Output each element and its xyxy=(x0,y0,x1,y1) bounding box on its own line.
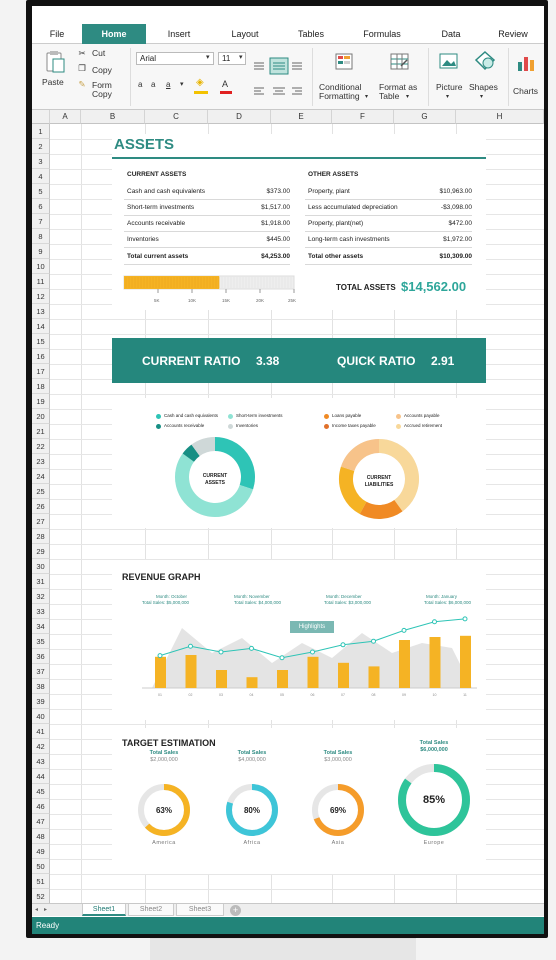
legend-dot xyxy=(324,414,329,419)
tab-file[interactable]: File xyxy=(49,29,65,39)
annotation-month: Month: October xyxy=(156,594,188,599)
row-header-43[interactable]: 43 xyxy=(32,754,50,769)
tab-layout[interactable]: Layout xyxy=(231,29,259,39)
row-header-23[interactable]: 23 xyxy=(32,454,50,469)
font-color-icon[interactable]: A xyxy=(222,79,229,89)
revenue-point xyxy=(219,650,223,654)
liab-legend-item: Accrued retirement xyxy=(404,423,443,428)
row-separator xyxy=(305,231,472,232)
paste-icon[interactable] xyxy=(44,50,66,74)
assets-legend-item: Accounts receivable xyxy=(164,423,205,428)
target-sales-label: Total Sales xyxy=(149,750,179,756)
grid-row-line xyxy=(50,319,544,320)
row-header-25[interactable]: 25 xyxy=(32,484,50,499)
spreadsheet-window xyxy=(32,6,544,934)
target-percent: 63% xyxy=(155,806,172,815)
scroll-left-icon[interactable]: ◂ xyxy=(35,907,39,913)
row-header-21[interactable]: 21 xyxy=(32,424,50,439)
row-header-24[interactable]: 24 xyxy=(32,469,50,484)
liab-legend-item: Loans payable xyxy=(332,413,362,418)
row-header-39[interactable]: 39 xyxy=(32,694,50,709)
row-separator xyxy=(305,199,472,200)
conditional-formatting-label-1[interactable]: Conditional xyxy=(319,82,362,92)
x-tick-label: 06 xyxy=(310,693,315,697)
target-sales-amount: $4,000,000 xyxy=(238,757,266,763)
revenue-point xyxy=(372,639,376,643)
column-header-a[interactable]: A xyxy=(50,110,81,124)
row-header-18[interactable]: 18 xyxy=(32,379,50,394)
row-header-1[interactable]: 1 xyxy=(32,124,50,139)
row-header-15[interactable]: 15 xyxy=(32,334,50,349)
format-as-table-icon[interactable] xyxy=(389,52,411,72)
other-asset-value: -$3,098.00 xyxy=(440,204,472,211)
column-header-h[interactable]: H xyxy=(456,110,544,124)
chevron-down-icon: ▾ xyxy=(206,54,210,61)
legend-dot xyxy=(396,414,401,419)
current-total-label: Total current assets xyxy=(127,253,189,260)
row-header-46[interactable]: 46 xyxy=(32,799,50,814)
target-region: Asia xyxy=(331,840,345,846)
x-tick-label: 08 xyxy=(371,693,376,697)
row-header-40[interactable]: 40 xyxy=(32,709,50,724)
row-header-52[interactable]: 52 xyxy=(32,889,50,904)
row-header-48[interactable]: 48 xyxy=(32,829,50,844)
form-copy-label-1[interactable]: Form xyxy=(92,80,112,90)
donut-center-label: CURRENT xyxy=(202,473,228,479)
annotation-sales: Total Sales: $5,000,000 xyxy=(142,600,190,605)
quick-ratio-label: QUICK RATIO xyxy=(337,354,416,368)
column-header-d[interactable]: D xyxy=(208,110,271,124)
paste-button[interactable]: Paste xyxy=(42,77,64,87)
revenue-panel xyxy=(112,560,486,720)
current-asset-label: Short-term investments xyxy=(127,204,195,211)
row-header-12[interactable]: 12 xyxy=(32,289,50,304)
other-asset-label: Property, plant(net) xyxy=(308,220,364,227)
row-header-8[interactable]: 8 xyxy=(32,229,50,244)
grid-row-line xyxy=(50,724,544,725)
ribbon-tabs xyxy=(32,24,544,44)
donut-slice xyxy=(348,446,379,469)
revenue-bar xyxy=(247,677,258,688)
row-header-13[interactable]: 13 xyxy=(32,304,50,319)
revenue-point xyxy=(158,654,162,658)
total-assets-value: $14,562.00 xyxy=(401,279,467,294)
other-asset-label: Property, plant xyxy=(308,188,350,195)
fill-color-icon[interactable]: ◈ xyxy=(196,77,204,88)
other-asset-value: $10,963.00 xyxy=(439,188,472,195)
assets-legend-item: Inventories xyxy=(236,423,259,428)
picture-icon[interactable] xyxy=(438,52,460,72)
legend-dot xyxy=(156,424,161,429)
format-as-table-label-1[interactable]: Format as xyxy=(379,82,418,92)
row-header-35[interactable]: 35 xyxy=(32,634,50,649)
tab-insert[interactable]: Insert xyxy=(167,29,191,39)
current-total-value: $4,253.00 xyxy=(261,253,290,260)
spreadsheet-grid[interactable] xyxy=(32,110,544,903)
conditional-formatting-icon[interactable] xyxy=(334,52,356,72)
x-tick-label: 02 xyxy=(188,693,193,697)
bar-tick-label: 15K xyxy=(222,298,231,303)
annotation-month: Month: November xyxy=(234,594,270,599)
x-tick-label: 01 xyxy=(158,693,162,697)
grid-row-line xyxy=(50,889,544,890)
shapes-icon[interactable] xyxy=(474,50,496,72)
revenue-point xyxy=(402,628,406,632)
sheet-tab-2[interactable]: Sheet2 xyxy=(128,904,174,916)
current-ratio-label: CURRENT RATIO xyxy=(142,354,241,368)
grid-row-line xyxy=(50,874,544,875)
donut-center-label: LIABILITIES xyxy=(364,482,394,488)
target-percent: 85% xyxy=(422,794,446,806)
current-asset-value: $445.00 xyxy=(266,236,290,243)
column-header-e[interactable]: E xyxy=(271,110,332,124)
tab-data[interactable]: Data xyxy=(441,29,461,39)
chevron-down-icon: ▾ xyxy=(239,54,243,61)
target-region: Europe xyxy=(423,840,445,846)
revenue-bar xyxy=(216,670,227,688)
row-header-3[interactable]: 3 xyxy=(32,154,50,169)
row-separator xyxy=(124,231,290,232)
row-header-22[interactable]: 22 xyxy=(32,439,50,454)
copy-button[interactable]: Copy xyxy=(92,65,112,75)
row-header-49[interactable]: 49 xyxy=(32,844,50,859)
current-asset-label: Inventories xyxy=(127,236,159,243)
ratio-banner xyxy=(112,338,486,383)
current-asset-label: Cash and cash equivalents xyxy=(127,188,206,195)
row-header-6[interactable]: 6 xyxy=(32,199,50,214)
row-header-26[interactable]: 26 xyxy=(32,499,50,514)
row-header-17[interactable]: 17 xyxy=(32,364,50,379)
target-title: TARGET ESTIMATION xyxy=(122,738,216,748)
target-sales-label: Total Sales xyxy=(419,740,449,746)
status-bar: Ready xyxy=(32,917,544,934)
conditional-formatting-label-2[interactable]: Formatting xyxy=(319,91,360,101)
row-header-42[interactable]: 42 xyxy=(32,739,50,754)
row-separator xyxy=(305,247,472,248)
row-header-27[interactable]: 27 xyxy=(32,514,50,529)
revenue-bar xyxy=(399,640,410,688)
row-header-7[interactable]: 7 xyxy=(32,214,50,229)
other-asset-value: $472.00 xyxy=(448,220,472,227)
add-sheet-icon[interactable]: + xyxy=(230,905,241,916)
revenue-point xyxy=(341,643,345,647)
current-asset-value: $1,517.00 xyxy=(261,204,290,211)
liab-legend-item: Income taxes payable xyxy=(332,423,376,428)
current-asset-value: $1,918.00 xyxy=(261,220,290,227)
row-separator xyxy=(124,199,290,200)
row-header-20[interactable]: 20 xyxy=(32,409,50,424)
row-header-31[interactable]: 31 xyxy=(32,574,50,589)
revenue-chart xyxy=(142,608,482,708)
revenue-point xyxy=(280,656,284,660)
x-tick-label: 03 xyxy=(219,693,223,697)
cut-icon[interactable]: ✂ xyxy=(78,48,86,58)
grid-row-line xyxy=(50,334,544,335)
decrease-font-icon[interactable]: a xyxy=(151,80,156,89)
target-sales-label: Total Sales xyxy=(237,750,267,756)
other-total-label: Total other assets xyxy=(308,253,364,260)
row-header-14[interactable]: 14 xyxy=(32,319,50,334)
assets-panel xyxy=(112,134,486,310)
revenue-bar xyxy=(155,657,166,688)
row-header-29[interactable]: 29 xyxy=(32,544,50,559)
picture-button[interactable]: Picture xyxy=(436,82,463,92)
charts-icon[interactable] xyxy=(516,54,536,72)
target-panel xyxy=(112,728,486,874)
row-header-2[interactable]: 2 xyxy=(32,139,50,154)
revenue-title: REVENUE GRAPH xyxy=(122,572,201,582)
revenue-bar xyxy=(430,637,441,688)
assets-legend-item: Short-term investments xyxy=(236,413,283,418)
current-assets-header: CURRENT ASSETS xyxy=(127,171,187,178)
row-header-38[interactable]: 38 xyxy=(32,679,50,694)
other-asset-label: Long-term cash investments xyxy=(308,236,390,243)
font-size-select[interactable]: 11 xyxy=(218,52,246,65)
column-header-b[interactable]: B xyxy=(81,110,145,124)
row-header-50[interactable]: 50 xyxy=(32,859,50,874)
row-header-32[interactable]: 32 xyxy=(32,589,50,604)
other-asset-label: Less accumulated depreciation xyxy=(308,204,398,211)
revenue-bar xyxy=(460,636,471,688)
select-all-corner[interactable] xyxy=(32,110,50,124)
assets-progress-bar xyxy=(122,274,296,304)
liab-legend-item: Accounts payable xyxy=(404,413,440,418)
copy-icon[interactable]: ❐ xyxy=(78,63,86,73)
tab-review[interactable]: Review xyxy=(498,29,528,39)
scroll-right-icon[interactable]: ▸ xyxy=(44,907,48,913)
target-sales-amount: $3,000,000 xyxy=(324,757,352,763)
legend-dot xyxy=(228,424,233,429)
chevron-down-icon: ▾ xyxy=(480,94,484,100)
donut-slice xyxy=(188,450,195,457)
row-header-36[interactable]: 36 xyxy=(32,649,50,664)
x-tick-label: 07 xyxy=(341,693,345,697)
monitor-stand xyxy=(150,938,416,960)
target-sales-amount: $6,000,000 xyxy=(420,747,448,753)
quick-ratio-value: 2.91 xyxy=(431,354,455,368)
target-percent: 80% xyxy=(243,806,260,815)
revenue-bar xyxy=(277,670,288,688)
bar-tick-label: 10K xyxy=(188,298,197,303)
tab-formulas[interactable]: Formulas xyxy=(363,29,401,39)
shapes-button[interactable]: Shapes xyxy=(469,82,498,92)
x-tick-label: 10 xyxy=(432,693,437,697)
alignment-icons[interactable] xyxy=(252,52,306,100)
increase-font-icon[interactable]: a xyxy=(138,80,143,89)
row-header-37[interactable]: 37 xyxy=(32,664,50,679)
current-ratio-value: 3.38 xyxy=(256,354,280,368)
chevron-down-icon: ▾ xyxy=(365,94,369,100)
row-header-16[interactable]: 16 xyxy=(32,349,50,364)
other-assets-header: OTHER ASSETS xyxy=(308,171,359,178)
x-tick-label: 09 xyxy=(402,693,406,697)
column-header-f[interactable]: F xyxy=(332,110,394,124)
donut-slice xyxy=(363,506,398,512)
cut-button[interactable]: Cut xyxy=(92,48,106,58)
fill-color-swatch xyxy=(194,91,208,94)
current-asset-label: Accounts receivable xyxy=(127,220,186,227)
revenue-point xyxy=(311,650,315,654)
current-asset-value: $373.00 xyxy=(266,188,290,195)
bar-tick-label: 25K xyxy=(288,298,297,303)
sheet-tab-3[interactable]: Sheet3 xyxy=(176,904,224,916)
ribbon-toolbar xyxy=(32,44,544,110)
chevron-down-icon: ▾ xyxy=(406,94,410,100)
column-header-c[interactable]: C xyxy=(145,110,208,124)
format-painter-icon[interactable]: ✎ xyxy=(78,79,86,89)
donut-center-label: ASSETS xyxy=(204,480,225,486)
revenue-point xyxy=(463,617,467,621)
row-header-41[interactable]: 41 xyxy=(32,724,50,739)
row-header-28[interactable]: 28 xyxy=(32,529,50,544)
revenue-point xyxy=(250,646,254,650)
target-region: Africa xyxy=(243,840,261,846)
row-header-47[interactable]: 47 xyxy=(32,814,50,829)
highlights-badge: Highlights xyxy=(290,621,334,633)
target-sales-amount: $2,000,000 xyxy=(150,757,178,763)
assets-legend-item: Cash and cash equivalents xyxy=(164,413,219,418)
font-name-select[interactable]: Arial xyxy=(136,52,214,65)
sheet-tabs-bar xyxy=(32,903,544,916)
annotation-month: Month: December xyxy=(326,594,362,599)
legend-dot xyxy=(324,424,329,429)
column-header-g[interactable]: G xyxy=(394,110,456,124)
font-color-swatch xyxy=(220,91,232,94)
chevron-down-icon: ▾ xyxy=(446,94,450,100)
other-total-value: $10,309.00 xyxy=(439,253,472,260)
revenue-point xyxy=(433,620,437,624)
row-header-5[interactable]: 5 xyxy=(32,184,50,199)
row-header-44[interactable]: 44 xyxy=(32,769,50,784)
legend-dot xyxy=(396,424,401,429)
row-separator xyxy=(124,215,290,216)
row-header-45[interactable]: 45 xyxy=(32,784,50,799)
revenue-bar xyxy=(186,655,197,688)
row-header-4[interactable]: 4 xyxy=(32,169,50,184)
legend-dot xyxy=(156,414,161,419)
annotation-sales: Total Sales: $4,000,000 xyxy=(234,600,282,605)
other-asset-value: $1,972.00 xyxy=(443,236,472,243)
revenue-point xyxy=(189,644,193,648)
legend-dot xyxy=(228,414,233,419)
row-header-9[interactable]: 9 xyxy=(32,244,50,259)
tab-home[interactable]: Home xyxy=(82,24,146,44)
row-header-51[interactable]: 51 xyxy=(32,874,50,889)
grid-row-line xyxy=(50,529,544,530)
target-sales-label: Total Sales xyxy=(323,750,353,756)
underline-icon[interactable]: a xyxy=(166,80,171,89)
x-tick-label: 11 xyxy=(463,693,467,697)
annotation-month: Month: January xyxy=(426,594,458,599)
bar-tick-label: 5K xyxy=(154,298,160,303)
bar-tick-label: 20K xyxy=(256,298,265,303)
annotation-sales: Total Sales: $3,000,000 xyxy=(324,600,372,605)
row-header-11[interactable]: 11 xyxy=(32,274,50,289)
x-tick-label: 04 xyxy=(249,693,254,697)
row-header-30[interactable]: 30 xyxy=(32,559,50,574)
format-as-table-label-2[interactable]: Table xyxy=(379,91,400,101)
grid-row-line xyxy=(50,394,544,395)
row-header-33[interactable]: 33 xyxy=(32,604,50,619)
donuts-panel xyxy=(112,398,486,528)
revenue-bar xyxy=(308,657,319,688)
donut-slice xyxy=(196,444,215,450)
form-copy-label-2[interactable]: Copy xyxy=(92,89,112,99)
assets-title: ASSETS xyxy=(114,136,175,153)
tab-tables[interactable]: Tables xyxy=(297,29,324,39)
chevron-down-icon[interactable]: ▾ xyxy=(180,81,184,88)
row-header-19[interactable]: 19 xyxy=(32,394,50,409)
target-percent: 69% xyxy=(329,806,346,815)
row-separator xyxy=(305,215,472,216)
row-header-10[interactable]: 10 xyxy=(32,259,50,274)
sheet-tab-1[interactable]: Sheet1 xyxy=(82,904,126,916)
row-separator xyxy=(124,247,290,248)
target-region: America xyxy=(152,840,176,846)
x-tick-label: 05 xyxy=(280,693,284,697)
revenue-bar xyxy=(369,666,380,688)
revenue-bar xyxy=(338,663,349,688)
total-assets-label: TOTAL ASSETS xyxy=(336,283,396,292)
annotation-sales: Total Sales: $6,000,000 xyxy=(424,600,472,605)
donut-center-label: CURRENT xyxy=(366,475,392,481)
charts-button[interactable]: Charts xyxy=(513,86,539,96)
row-header-34[interactable]: 34 xyxy=(32,619,50,634)
grid-row-line xyxy=(50,544,544,545)
